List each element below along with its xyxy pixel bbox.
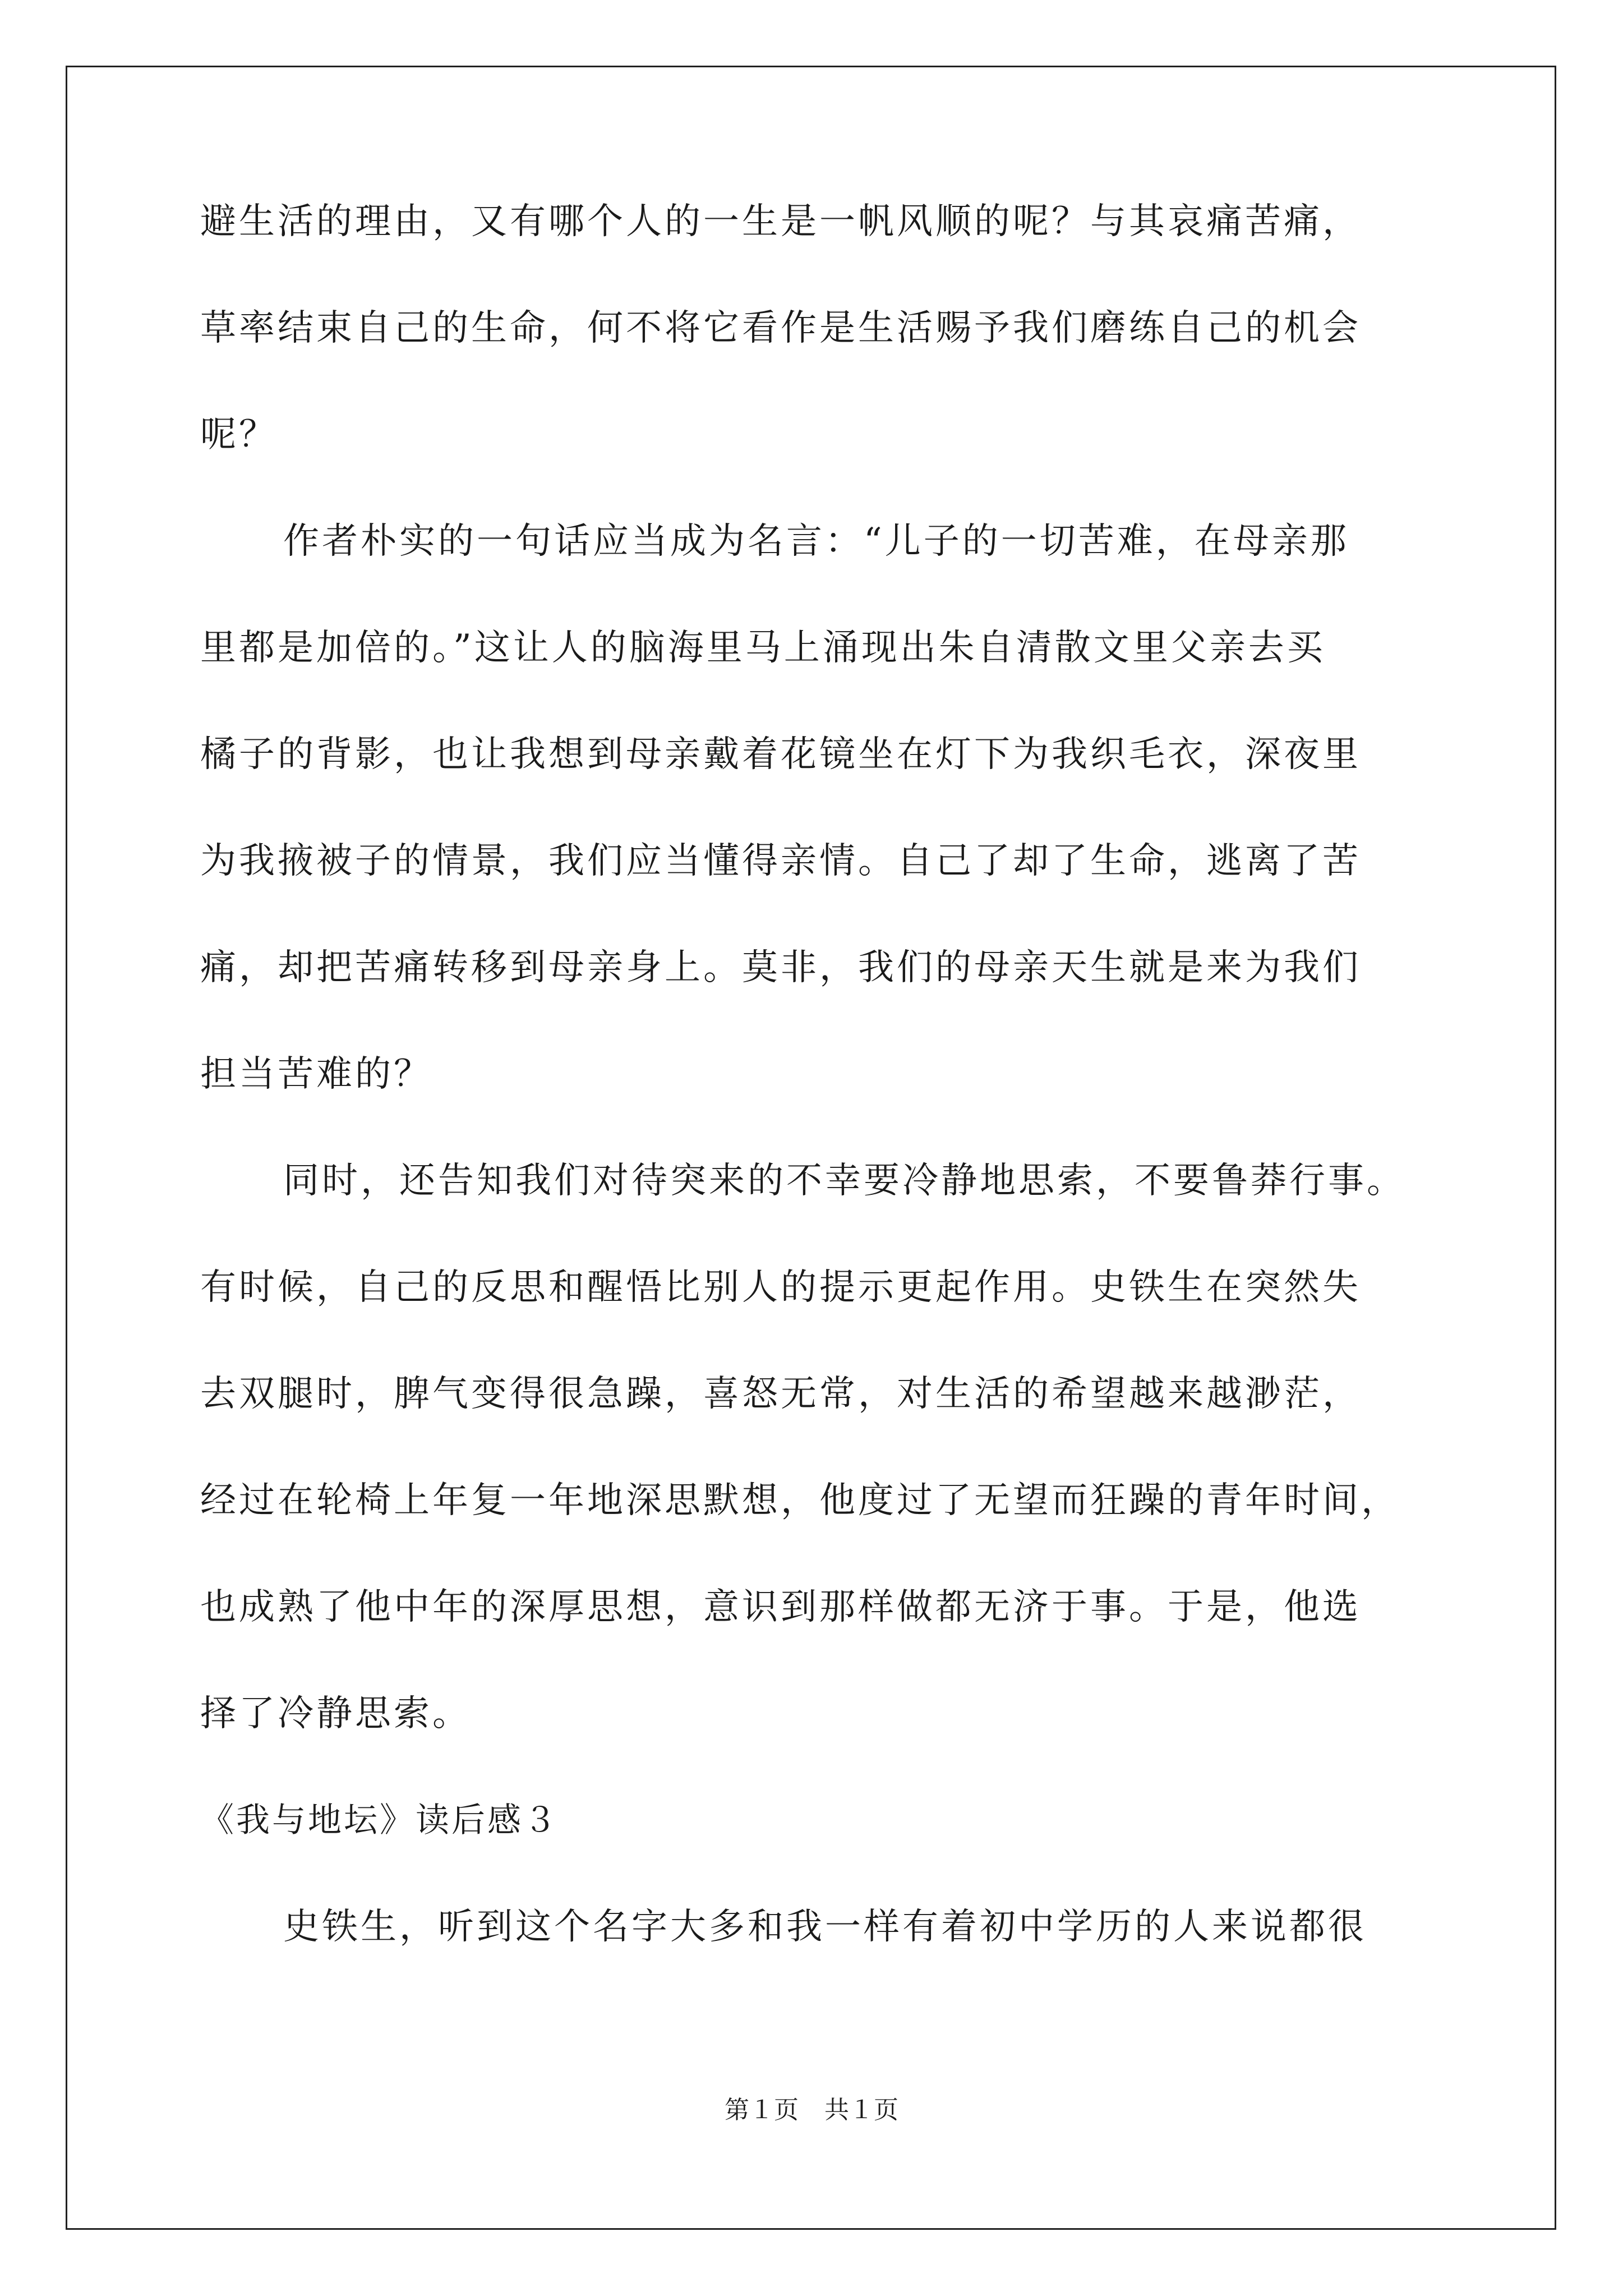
text-line: 草率结束自己的生命，何不将它看作是生活赐予我们磨练自己的机会: [200, 307, 1361, 349]
text-line: 择了冷静思索。: [200, 1693, 471, 1734]
text-line: 里都是加倍的。”这让人的脑海里马上涌现出朱自清散文里父亲去买: [200, 627, 1326, 669]
text-line: 为我掖被子的情景，我们应当懂得亲情。自己了却了生命，逃离了苦: [200, 840, 1361, 882]
text-line: 避生活的理由，又有哪个人的一生是一帆风顺的呢？与其哀痛苦痛，: [200, 201, 1361, 242]
text-line: 经过在轮椅上年复一年地深思默想，他度过了无望而狂躁的青年时间，: [200, 1480, 1400, 1521]
text-line: 担当苦难的？: [200, 1053, 432, 1095]
paragraph-start-line: 史铁生，听到这个名字大多和我一样有着初中学历的人来说都很: [283, 1906, 1367, 1948]
page-footer: [0, 2093, 1623, 2127]
section-heading: 《我与地坛》读后感３: [200, 1801, 559, 1840]
text-line: 也成熟了他中年的深厚思想，意识到那样做都无济于事。于是，他选: [200, 1586, 1361, 1628]
text-line: 去双腿时，脾气变得很急躁，喜怒无常，对生活的希望越来越渺茫，: [200, 1373, 1361, 1415]
text-line: 有时候，自己的反思和醒悟比别人的提示更起作用。史铁生在突然失: [200, 1267, 1361, 1308]
page-number-current: 第１页: [725, 2096, 799, 2124]
paragraph-start-line: 作者朴实的一句话应当成为名言：“儿子的一切苦难，在母亲那: [283, 521, 1349, 562]
text-line: 呢？: [200, 414, 278, 455]
text-line: 橘子的背影，也让我想到母亲戴着花镜坐在灯下为我织毛衣，深夜里: [200, 734, 1361, 775]
page-number-total: 共１页: [824, 2096, 898, 2124]
paragraph-start-line: 同时，还告知我们对待突来的不幸要冷静地思索，不要鲁莽行事。: [283, 1160, 1405, 1202]
text-line: 痛，却把苦痛转移到母亲身上。莫非，我们的母亲天生就是来为我们: [200, 947, 1361, 988]
